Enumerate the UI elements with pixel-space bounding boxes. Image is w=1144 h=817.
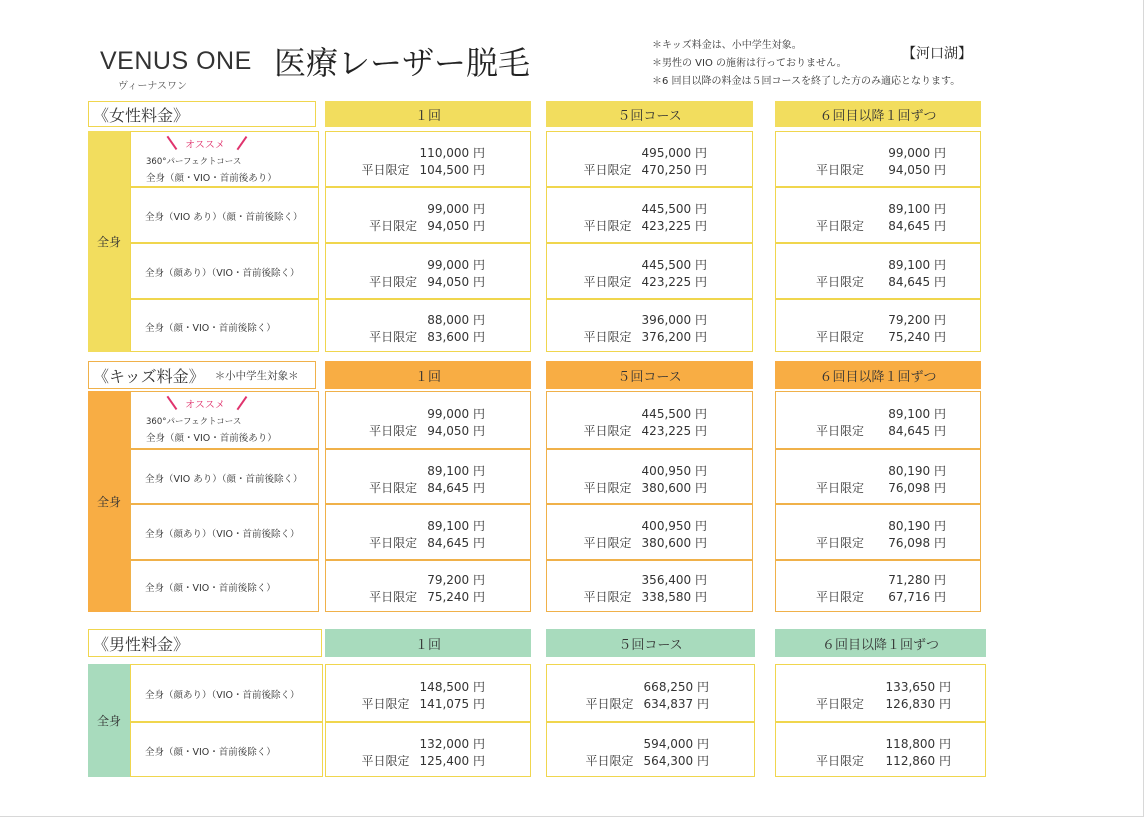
men-weekday-label: 平日限定 <box>816 697 865 711</box>
women-row-label-3 <box>130 243 319 299</box>
women-row-label-4 <box>130 299 319 352</box>
men-weekday-label: 平日限定 <box>585 697 634 711</box>
women-row-text-1: 全身（顔・VIO・首前後あり） <box>146 173 277 184</box>
women-price-regular: 99,000 円 <box>427 258 485 272</box>
men-price-regular: 594,000 円 <box>643 736 709 751</box>
women-header-3: ６回目以降１回ずつ <box>775 101 981 127</box>
women-price-cell-3-3 <box>775 243 981 299</box>
women-price-regular: 110,000 円 <box>419 146 485 160</box>
men-header-3: ６回目以降１回ずつ <box>775 629 986 657</box>
kids-row-label-1 <box>130 391 319 449</box>
women-weekday-label: 平日限定 <box>583 275 632 289</box>
kids-body-label: 全身 <box>88 391 130 612</box>
kids-weekday-price-value: 75,240 円 <box>427 590 485 604</box>
kids-weekday-label: 平日限定 <box>369 590 418 604</box>
note-2: ＊男性の VIO の施術は行っておりません。 <box>652 58 847 69</box>
women-price-regular: 88,000 円 <box>427 312 485 327</box>
kids-price-weekday <box>584 479 707 496</box>
women-price-cell-2-3 <box>775 187 981 243</box>
women-price-cell-4-1 <box>325 299 531 352</box>
kids-row-label-2 <box>130 449 319 504</box>
women-row-text-4: 全身（顔・VIO・首前後除く） <box>145 322 276 334</box>
kids-price-cell-4-3 <box>775 560 981 612</box>
women-header-1: １回 <box>325 101 531 127</box>
women-weekday-label: 平日限定 <box>369 219 418 233</box>
kids-weekday-label: 平日限定 <box>816 424 865 438</box>
kids-section-label <box>88 361 316 389</box>
kids-price-cell-1-1 <box>325 391 531 449</box>
women-price-cell-2-1 <box>325 187 531 243</box>
kids-price-weekday <box>369 534 485 551</box>
kids-row-label-4 <box>130 560 319 612</box>
women-price-cell-1-2 <box>546 131 753 187</box>
women-price-regular: 445,500 円 <box>641 202 707 216</box>
women-price-weekday <box>584 161 707 178</box>
men-price-regular: 132,000 円 <box>419 736 485 751</box>
women-price-weekday <box>369 273 485 290</box>
men-weekday-label: 平日限定 <box>361 753 410 768</box>
kids-price-regular: 80,190 円 <box>888 463 946 478</box>
women-price-regular: 495,000 円 <box>641 146 707 160</box>
women-price-regular: 99,000 円 <box>427 202 485 216</box>
brand-subtitle: ヴィーナスワン <box>118 81 187 92</box>
men-price-weekday <box>886 752 951 769</box>
kids-weekday-label: 平日限定 <box>369 480 418 495</box>
kids-price-regular: 79,200 円 <box>427 573 485 587</box>
men-price-weekday <box>586 695 709 712</box>
kids-price-cell-3-1 <box>325 504 531 560</box>
men-body-label: 全身 <box>88 664 130 777</box>
kids-price-weekday <box>888 534 946 551</box>
kids-weekday-label: 平日限定 <box>583 480 632 495</box>
kids-section-title: 《キッズ料金》 <box>93 366 205 386</box>
kids-weekday-label: 平日限定 <box>583 424 632 438</box>
men-price-cell-2-1 <box>325 722 531 777</box>
kids-weekday-price-value: 338,580 円 <box>641 590 707 604</box>
kids-weekday-label: 平日限定 <box>369 536 418 550</box>
kids-price-weekday <box>888 588 946 605</box>
women-price-cell-1-3 <box>775 131 981 187</box>
men-weekday-label: 平日限定 <box>585 753 634 768</box>
women-price-weekday <box>369 217 485 234</box>
women-weekday-label: 平日限定 <box>583 163 632 177</box>
kids-price-cell-3-2 <box>546 504 753 560</box>
men-row-text-2: 全身（顔・VIO・首前後除く） <box>145 746 276 758</box>
women-weekday-label: 平日限定 <box>583 219 632 233</box>
men-weekday-price-value: 126,830 円 <box>885 697 951 711</box>
women-price-weekday <box>369 328 485 345</box>
men-price-regular: 118,800 円 <box>885 736 951 751</box>
page-title: 医療レーザー脱毛 <box>274 44 531 82</box>
women-weekday-price-value: 83,600 円 <box>427 329 485 344</box>
women-perfect-label: 360°パーフェクトコース <box>146 157 242 167</box>
women-price-cell-3-2 <box>546 243 753 299</box>
kids-weekday-label: 平日限定 <box>369 424 418 438</box>
kids-price-weekday <box>888 479 946 496</box>
women-price-weekday <box>888 217 946 234</box>
women-weekday-label: 平日限定 <box>816 329 865 344</box>
men-section-title: 《男性料金》 <box>93 634 190 654</box>
women-price-weekday <box>888 161 946 178</box>
kids-row-text-3: 全身（顔あり）（VIO・首前後除く） <box>145 529 300 540</box>
women-weekday-price-value: 104,500 円 <box>419 163 485 177</box>
women-osusume-label: オススメ <box>185 140 225 151</box>
kids-weekday-label: 平日限定 <box>816 480 865 495</box>
kids-price-regular: 99,000 円 <box>427 407 485 421</box>
kids-weekday-price-value: 84,645 円 <box>888 424 946 438</box>
kids-weekday-price-value: 380,600 円 <box>641 536 707 550</box>
kids-price-weekday <box>888 422 946 439</box>
women-weekday-label: 平日限定 <box>361 163 410 177</box>
women-weekday-price-value: 423,225 円 <box>641 275 707 289</box>
women-price-regular: 396,000 円 <box>641 312 707 327</box>
kids-osusume-slash-left <box>167 396 177 410</box>
brand-logo: VENUS ONE <box>100 47 252 75</box>
men-price-cell-1-2 <box>546 664 755 722</box>
men-row-label-2 <box>130 722 323 777</box>
kids-price-cell-4-2 <box>546 560 753 612</box>
women-price-weekday <box>584 328 707 345</box>
kids-weekday-label: 平日限定 <box>583 536 632 550</box>
women-section-title: 《女性料金》 <box>93 105 190 125</box>
note-1: ＊キッズ料金は、小中学生対象。 <box>652 40 802 51</box>
kids-price-weekday <box>584 534 707 551</box>
kids-price-weekday <box>369 479 485 496</box>
kids-weekday-price-value: 67,716 円 <box>888 590 946 604</box>
women-row-label-1 <box>130 131 319 187</box>
women-header-2: ５回コース <box>546 101 753 127</box>
kids-row-label-3 <box>130 504 319 560</box>
women-weekday-label: 平日限定 <box>369 275 418 289</box>
kids-weekday-price-value: 84,645 円 <box>427 480 485 495</box>
women-row-label-2 <box>130 187 319 243</box>
men-weekday-price-value: 564,300 円 <box>643 753 709 768</box>
men-price-regular: 148,500 円 <box>419 680 485 694</box>
women-weekday-label: 平日限定 <box>816 275 865 289</box>
kids-price-regular: 400,950 円 <box>641 463 707 478</box>
women-price-cell-3-1 <box>325 243 531 299</box>
kids-osusume-slash-right <box>237 396 247 410</box>
kids-price-regular: 80,190 円 <box>888 519 946 533</box>
kids-header-2: ５回コース <box>546 361 753 389</box>
men-weekday-label: 平日限定 <box>816 753 865 768</box>
women-osusume-slash-right <box>237 136 247 150</box>
men-weekday-label: 平日限定 <box>361 697 410 711</box>
men-row-label-1 <box>130 664 323 722</box>
kids-price-cell-2-1 <box>325 449 531 504</box>
women-price-weekday <box>888 273 946 290</box>
women-section-label <box>88 101 316 127</box>
women-weekday-price-value: 94,050 円 <box>888 163 946 177</box>
women-body-label: 全身 <box>88 131 130 352</box>
men-section-label <box>88 629 322 657</box>
women-price-cell-2-2 <box>546 187 753 243</box>
kids-osusume-label: オススメ <box>185 400 225 411</box>
kids-header-3: ６回目以降１回ずつ <box>775 361 981 389</box>
kids-price-regular: 71,280 円 <box>888 573 946 587</box>
women-price-cell-4-3 <box>775 299 981 352</box>
kids-price-weekday <box>584 588 707 605</box>
kids-price-regular: 400,950 円 <box>641 519 707 533</box>
women-row-text-3: 全身（顔あり）（VIO・首前後除く） <box>145 268 300 279</box>
kids-price-cell-4-1 <box>325 560 531 612</box>
men-price-cell-1-3 <box>775 664 986 722</box>
kids-section-sublabel: ＊小中学生対象＊ <box>214 369 299 382</box>
women-weekday-label: 平日限定 <box>369 329 418 344</box>
women-weekday-price-value: 94,050 円 <box>427 275 485 289</box>
women-weekday-label: 平日限定 <box>583 329 632 344</box>
kids-price-regular: 445,500 円 <box>641 407 707 421</box>
men-price-cell-1-1 <box>325 664 531 722</box>
men-price-weekday <box>362 695 485 712</box>
men-header-2: ５回コース <box>546 629 755 657</box>
women-price-weekday <box>362 161 485 178</box>
women-weekday-price-value: 84,645 円 <box>888 219 946 233</box>
women-weekday-price-value: 470,250 円 <box>641 163 707 177</box>
men-price-regular: 668,250 円 <box>643 680 709 694</box>
men-weekday-price-value: 141,075 円 <box>419 697 485 711</box>
women-weekday-price-value: 376,200 円 <box>641 329 707 344</box>
kids-price-regular: 89,100 円 <box>427 463 485 478</box>
kids-perfect-label: 360°パーフェクトコース <box>146 417 242 427</box>
women-price-weekday <box>584 273 707 290</box>
women-price-cell-1-1 <box>325 131 531 187</box>
kids-price-weekday <box>369 422 485 439</box>
kids-price-regular: 356,400 円 <box>641 573 707 587</box>
women-weekday-label: 平日限定 <box>816 219 865 233</box>
men-price-cell-2-2 <box>546 722 755 777</box>
kids-price-weekday <box>584 422 707 439</box>
women-price-regular: 89,100 円 <box>888 202 946 216</box>
kids-weekday-price-value: 76,098 円 <box>888 536 946 550</box>
women-price-weekday <box>888 328 946 345</box>
women-price-regular: 89,100 円 <box>888 258 946 272</box>
location-label: 【河口湖】 <box>902 46 972 62</box>
kids-price-cell-1-2 <box>546 391 753 449</box>
kids-weekday-price-value: 380,600 円 <box>641 480 707 495</box>
women-price-regular: 79,200 円 <box>888 312 946 327</box>
men-header-1: １回 <box>325 629 531 657</box>
women-osusume-slash-left <box>167 136 177 150</box>
men-price-weekday <box>362 752 485 769</box>
kids-weekday-price-value: 423,225 円 <box>641 424 707 438</box>
men-price-regular: 133,650 円 <box>885 680 951 694</box>
men-weekday-price-value: 112,860 円 <box>885 753 951 768</box>
women-price-cell-4-2 <box>546 299 753 352</box>
women-price-regular: 99,000 円 <box>888 146 946 160</box>
men-price-weekday <box>586 752 709 769</box>
men-row-text-1: 全身（顔あり）（VIO・首前後除く） <box>145 690 300 701</box>
men-weekday-price-value: 125,400 円 <box>419 753 485 768</box>
men-weekday-price-value: 634,837 円 <box>643 697 709 711</box>
women-weekday-price-value: 75,240 円 <box>888 329 946 344</box>
kids-row-text-1: 全身（顔・VIO・首前後あり） <box>146 433 277 444</box>
kids-row-text-4: 全身（顔・VIO・首前後除く） <box>145 583 276 594</box>
kids-weekday-label: 平日限定 <box>816 590 865 604</box>
kids-row-text-2: 全身（VIO あり）（顔・首前後除く） <box>145 473 303 485</box>
kids-price-cell-1-3 <box>775 391 981 449</box>
women-weekday-label: 平日限定 <box>816 163 865 177</box>
men-price-weekday <box>886 695 951 712</box>
women-price-regular: 445,500 円 <box>641 258 707 272</box>
women-price-weekday <box>584 217 707 234</box>
kids-price-cell-2-3 <box>775 449 981 504</box>
women-row-text-2: 全身（VIO あり）（顔・首前後除く） <box>145 212 303 223</box>
men-price-cell-2-3 <box>775 722 986 777</box>
kids-price-weekday <box>369 588 485 605</box>
kids-weekday-price-value: 84,645 円 <box>427 536 485 550</box>
kids-price-regular: 89,100 円 <box>427 519 485 533</box>
kids-header-1: １回 <box>325 361 531 389</box>
kids-weekday-price-value: 94,050 円 <box>427 424 485 438</box>
women-weekday-price-value: 94,050 円 <box>427 219 485 233</box>
kids-price-regular: 89,100 円 <box>888 407 946 421</box>
kids-price-cell-3-3 <box>775 504 981 560</box>
women-weekday-price-value: 423,225 円 <box>641 219 707 233</box>
kids-weekday-price-value: 76,098 円 <box>888 480 946 495</box>
kids-weekday-label: 平日限定 <box>816 536 865 550</box>
kids-weekday-label: 平日限定 <box>583 590 632 604</box>
kids-price-cell-2-2 <box>546 449 753 504</box>
women-weekday-price-value: 84,645 円 <box>888 275 946 289</box>
note-3: ＊6 回目以降の料金は５回コースを終了した方のみ適応となります。 <box>652 76 961 87</box>
